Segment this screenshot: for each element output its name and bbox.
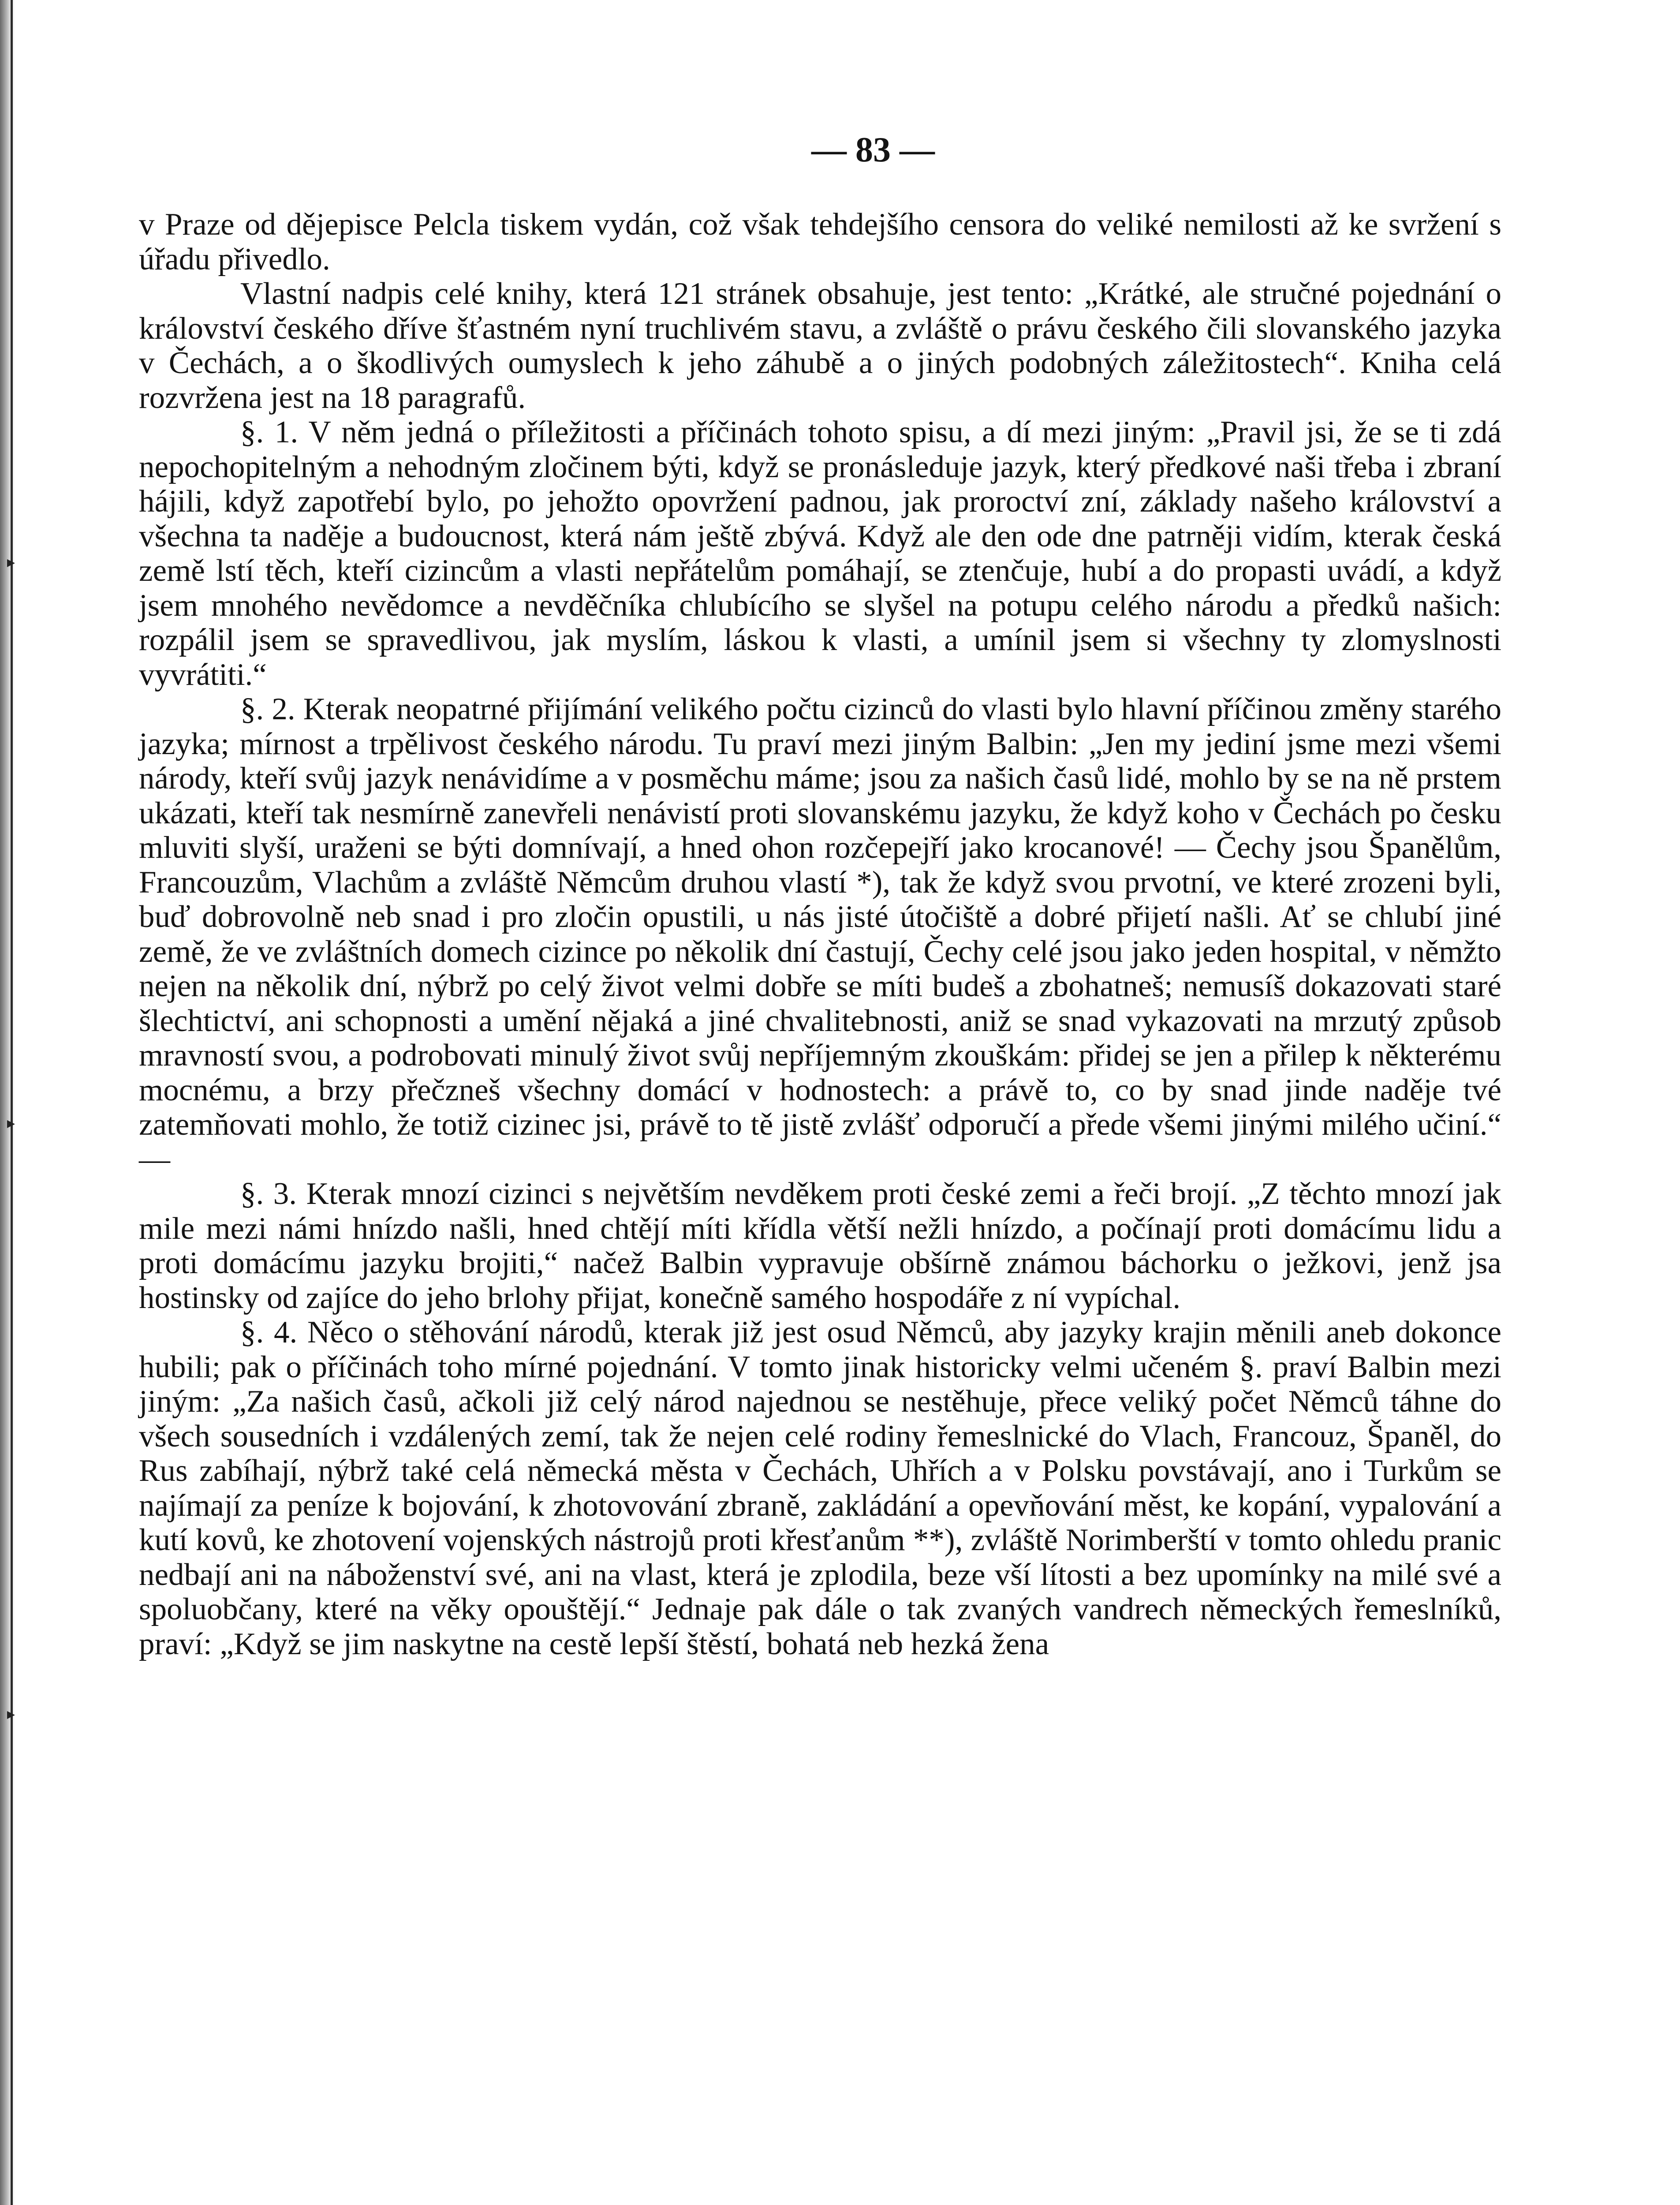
margin-marker (7, 1120, 15, 1128)
margin-marker (7, 1711, 15, 1719)
paragraph-section-1: §. 1. V něm jedná o příležitosti a příčinách tohoto spisu, a dí mezi jiným: „Pravil jsi, že se ti zdá nepochopitelným a nehodným zločinem býti, když se pronásleduje jazyk, který předkové naši třeba i zbraní hájili, když zapotřebí bylo, po jehožto opovržení padnou, jak proroctví zní, základy našeho království a všechna ta naděje a budoucnost, která nám ještě zbývá. Když ale den ode dne patrněji vidím, kterak česká země lstí těch, kteří cizincům a vlasti nepřátelům pomáhají, se ztenčuje, hubí a do propasti uvádí, a když jsem mnohého nevědomce a nevděčníka chlubícího se slyšel na potupu celého národu a předků našich: rozpálil jsem se spravedlivou, jak myslím, láskou k vlasti, a umínil jsem si všechny ty zlomyslnosti vyvrátiti.“ (139, 415, 1501, 692)
margin-marker (7, 559, 15, 567)
page-body (139, 132, 1501, 1661)
binding-line (11, 0, 13, 2205)
page-number: — 83 — (811, 131, 935, 169)
paragraph-continuation: v Praze od dějepisce Pelcla tiskem vydán, což však tehdejšího censora do veliké nemilosti až ke svržení s úřadu přivedlo. (139, 207, 1501, 277)
paragraph-section-2: §. 2. Kterak neopatrné přijímání velikého počtu cizinců do vlasti bylo hlavní příčinou změny starého jazyka; mírnost a trpělivost českého národu. Tu praví mezi jiným Balbin: „Jen my jediní jsme mezi všemi národy, kteří svůj jazyk nenávidíme a v posměchu máme; jsou za našich časů lidé, mohlo by se na ně prstem ukázati, kteří tak nesmírně zanevřeli nenávistí proti slovanskému jazyku, že když koho v Čechách po česku mluviti slyší, uraženi se býti domnívají, a hned ohon rozčepejří jako krocanové! — Čechy jsou Španělům, Francouzům, Vlachům a zvláště Němcům druhou vlastí *), tak že když svou prvotní, ve které zrozeni byli, buď dobrovolně neb snad i pro zločin opustili, u nás jisté útočiště a dobré přijetí našli. Ať se chlubí jiné země, že ve zvláštních domech cizince po několik dní častují, Čechy celé jsou jako jeden hospital, v němžto nejen na několik dní, nýbrž po celý život velmi dobře se míti budeš a zbohatneš; nemusíš dokazovati staré šlechtictví, ani schopnosti a umění nějaká a jiné chvalitebnosti, aniž se snad vykazovati na mrzutý způsob mravností svou, a podrobovati minulý život svůj nepříjemným zkouškám: přidej se jen a přilep k některému mocnému, a brzy přečzneš všechny domácí v hodnostech: a právě to, co by snad jinde naděje tvé zatemňovati mohlo, že totiž cizinec jsi, právě to tě jistě zvlášť odporučí a přede všemi jinými milého učiní.“ — (139, 692, 1501, 1177)
paragraph-title-description: Vlastní nadpis celé knihy, která 121 stránek obsahuje, jest tento: „Krátké, ale stručné pojednání o království českého dříve šťastném nyní truchlivém stavu, a zvláště o právu českého čili slovanského jazyka v Čechách, a o škodlivých oumyslech k jeho záhubě a o jiných podobných záležitostech“. Kniha celá rozvržena jest na 18 paragrafů. (139, 277, 1501, 415)
paragraph-section-3: §. 3. Kterak mnozí cizinci s největším nevděkem proti české zemi a řeči brojí. „Z těchto mnozí jak mile mezi námi hnízdo našli, hned chtějí míti křídla větší nežli hnízdo, a počínají proti domácímu lidu a proti domácímu jazyku brojiti,“ načež Balbin vypravuje obšírně známou báchorku o ježkovi, jenž jsa hostinsky od zajíce do jeho brlohy přijat, konečně samého hospodáře z ní vypíchal. (139, 1177, 1501, 1315)
paragraph-section-4: §. 4. Něco o stěhování národů, kterak již jest osud Němců, aby jazyky krajin měnili aneb dokonce hubili; pak o příčinách toho mírné pojednání. V tomto jinak historicky velmi učeném §. praví Balbin mezi jiným: „Za našich časů, ačkoli již celý národ najednou se nestěhuje, přece veliký počet Němců táhne do všech sousedních i vzdálených zemí, tak že nejen celé rodiny řemeslnické do Vlach, Francouz, Španěl, do Rus zabíhají, nýbrž také celá německá města v Čechách, Uhřích a v Polsku povstávají, ano i Turkům se najímají za peníze k bojování, k zhotovování zbraně, zakládání a opevňování měst, ke kopání, vypalování a kutí kovů, ke zhotovení vojenských nástrojů proti křesťanům **), zvláště Norimberští v tomto ohledu pranic nedbají ani na náboženství své, ani na vlast, která je zplodila, beze vší lítosti a bez upomínky na milé své a spoluobčany, které na věky opouštějí.“ Jednaje pak dále o tak zvaných vandrech německých řemeslníků, praví: „Když se jim naskytne na cestě lepší štěstí, bohatá neb hezká žena (139, 1315, 1501, 1661)
